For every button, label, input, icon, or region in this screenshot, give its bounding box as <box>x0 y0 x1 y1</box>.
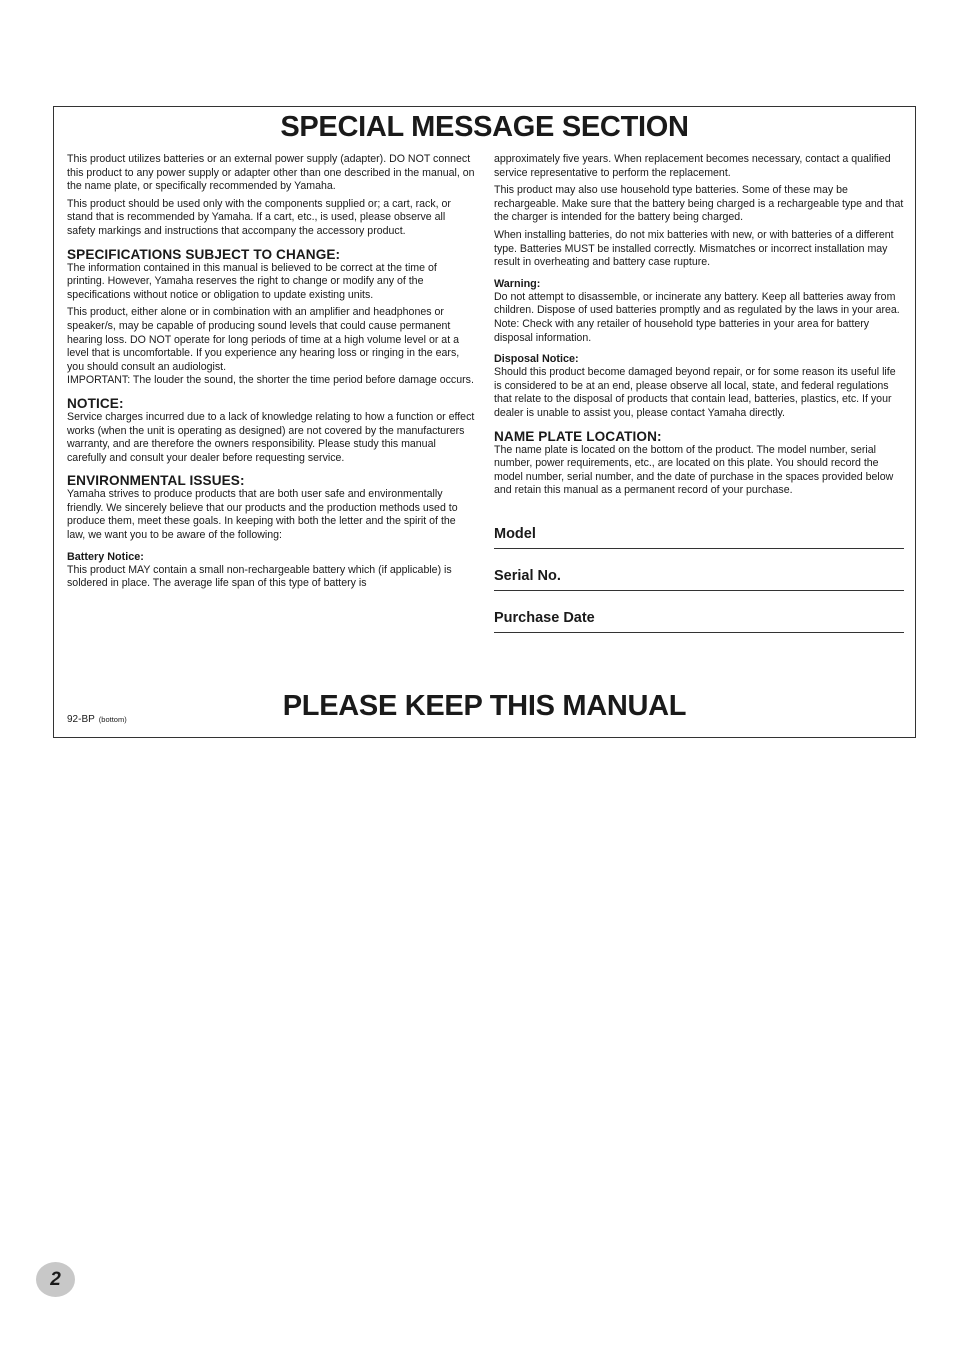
environmental-heading: ENVIRONMENTAL ISSUES: <box>67 473 245 489</box>
specifications-paragraph-2: This product, either alone or in combination with an amplifier and headphones or speaker/s, may be capable of producing sound levels that could cause permanent hearing loss. DO NOT operate for long periods of time at a high volume level or at a level that is uncomfortable. If you experience any hearing loss or ringing in the ears, you should consult an audiologist. <box>67 306 460 373</box>
battery-notice-heading: Battery Notice: <box>67 550 144 563</box>
notice-paragraph: Service charges incurred due to a lack of knowledge relating to how a function or effect works (when the unit is operating as designed) are not covered by the manufacturers warranty, and are therefore the owners responsibility. Please study this manual carefully and consult your dealer before requesting service. <box>67 410 475 464</box>
environmental-paragraph: Yamaha strives to produce products that are both user safe and environmentally friendly. We sincerely believe that our products and the production methods used to produce them, meet these goals. In keeping with both the letter and the spirit of the law, we want you to be aware of the following: <box>67 488 458 542</box>
disposal-notice-paragraph: Should this product become damaged beyond repair, or for some reason its useful life is considered to be at an end, please observe all local, state, and federal regulations that relate to the disposal of products that contain lead, batteries, plastics, etc. If your dealer is unable to assist you, please contact Yamaha directly. <box>494 366 896 419</box>
model-field <box>494 518 904 549</box>
footer-title: PLEASE KEEP THIS MANUAL <box>282 690 687 722</box>
disposal-notice-heading: Disposal Notice: <box>494 353 579 366</box>
model-label: Model <box>494 526 536 543</box>
record-fields <box>494 518 904 633</box>
name-plate-paragraph: The name plate is located on the bottom of the product. The model number, serial number, power requirements, etc., are located on this plate. You should record the model number, serial number, and the date of purchase in the spaces provided below and retain this manual as a permanent record of your purchase. <box>494 443 894 497</box>
page-title: SPECIAL MESSAGE SECTION <box>280 111 689 143</box>
right-column <box>494 153 904 633</box>
purchase-date-field <box>494 591 904 633</box>
battery-paragraph-2: This product may also use household type batteries. Some of these may be rechargeable. Make sure that the battery being charged is a rechargeable type and that the charger is intended for the battery being charged. <box>494 184 904 224</box>
battery-notice-paragraph: This product MAY contain a small non-rechargeable battery which (if applicable) is soldered in place. The average life span of this type of battery is <box>67 563 452 590</box>
intro-paragraph-1: This product utilizes batteries or an external power supply (adapter). DO NOT connect this product to any power supply or adapter other than one described in the manual, on the name plate, or specifically recommended by Yamaha. <box>67 153 475 193</box>
special-message-frame <box>53 106 916 738</box>
document-code-note: (bottom) <box>98 715 127 724</box>
battery-notice-continued: approximately five years. When replacement becomes necessary, contact a qualified service representative to perform the replacement. <box>494 153 891 179</box>
warning-heading: Warning: <box>494 277 541 290</box>
specifications-paragraph-3: IMPORTANT: The louder the sound, the shorter the time period before damage occurs. <box>67 374 474 387</box>
specifications-paragraph-1: The information contained in this manual is believed to be correct at the time of printing. However, Yamaha reserves the right to change or modify any of the specifications without notice or obligation to update existing units. <box>67 261 437 301</box>
warning-paragraph: Do not attempt to disassemble, or incinerate any battery. Keep all batteries away from children. Dispose of used batteries promptly and as regulated by the laws in your area. Note: Check with any retailer of household type batteries in your area for battery disposal information. <box>494 290 900 344</box>
serial-label: Serial No. <box>494 568 561 585</box>
left-column <box>67 153 475 591</box>
name-plate-heading: NAME PLATE LOCATION: <box>494 428 662 444</box>
page-number-badge: 2 <box>36 1262 75 1297</box>
document-code-text: 92-BP <box>67 714 95 725</box>
purchase-date-label: Purchase Date <box>494 610 595 627</box>
notice-heading: NOTICE: <box>67 395 124 411</box>
specifications-heading: SPECIFICATIONS SUBJECT TO CHANGE: <box>67 246 341 262</box>
serial-field <box>494 549 904 591</box>
battery-paragraph-3: When installing batteries, do not mix batteries with new, or with batteries of a different type. Batteries MUST be installed correctly. Mismatches or incorrect installation may result in overheating and battery case rupture. <box>494 228 894 269</box>
intro-paragraph-2: This product should be used only with the components supplied or; a cart, rack, or stand that is recommended by Yamaha. If a cart, etc., is used, please observe all safety markings and instructions that accompany the accessory product. <box>67 197 451 237</box>
